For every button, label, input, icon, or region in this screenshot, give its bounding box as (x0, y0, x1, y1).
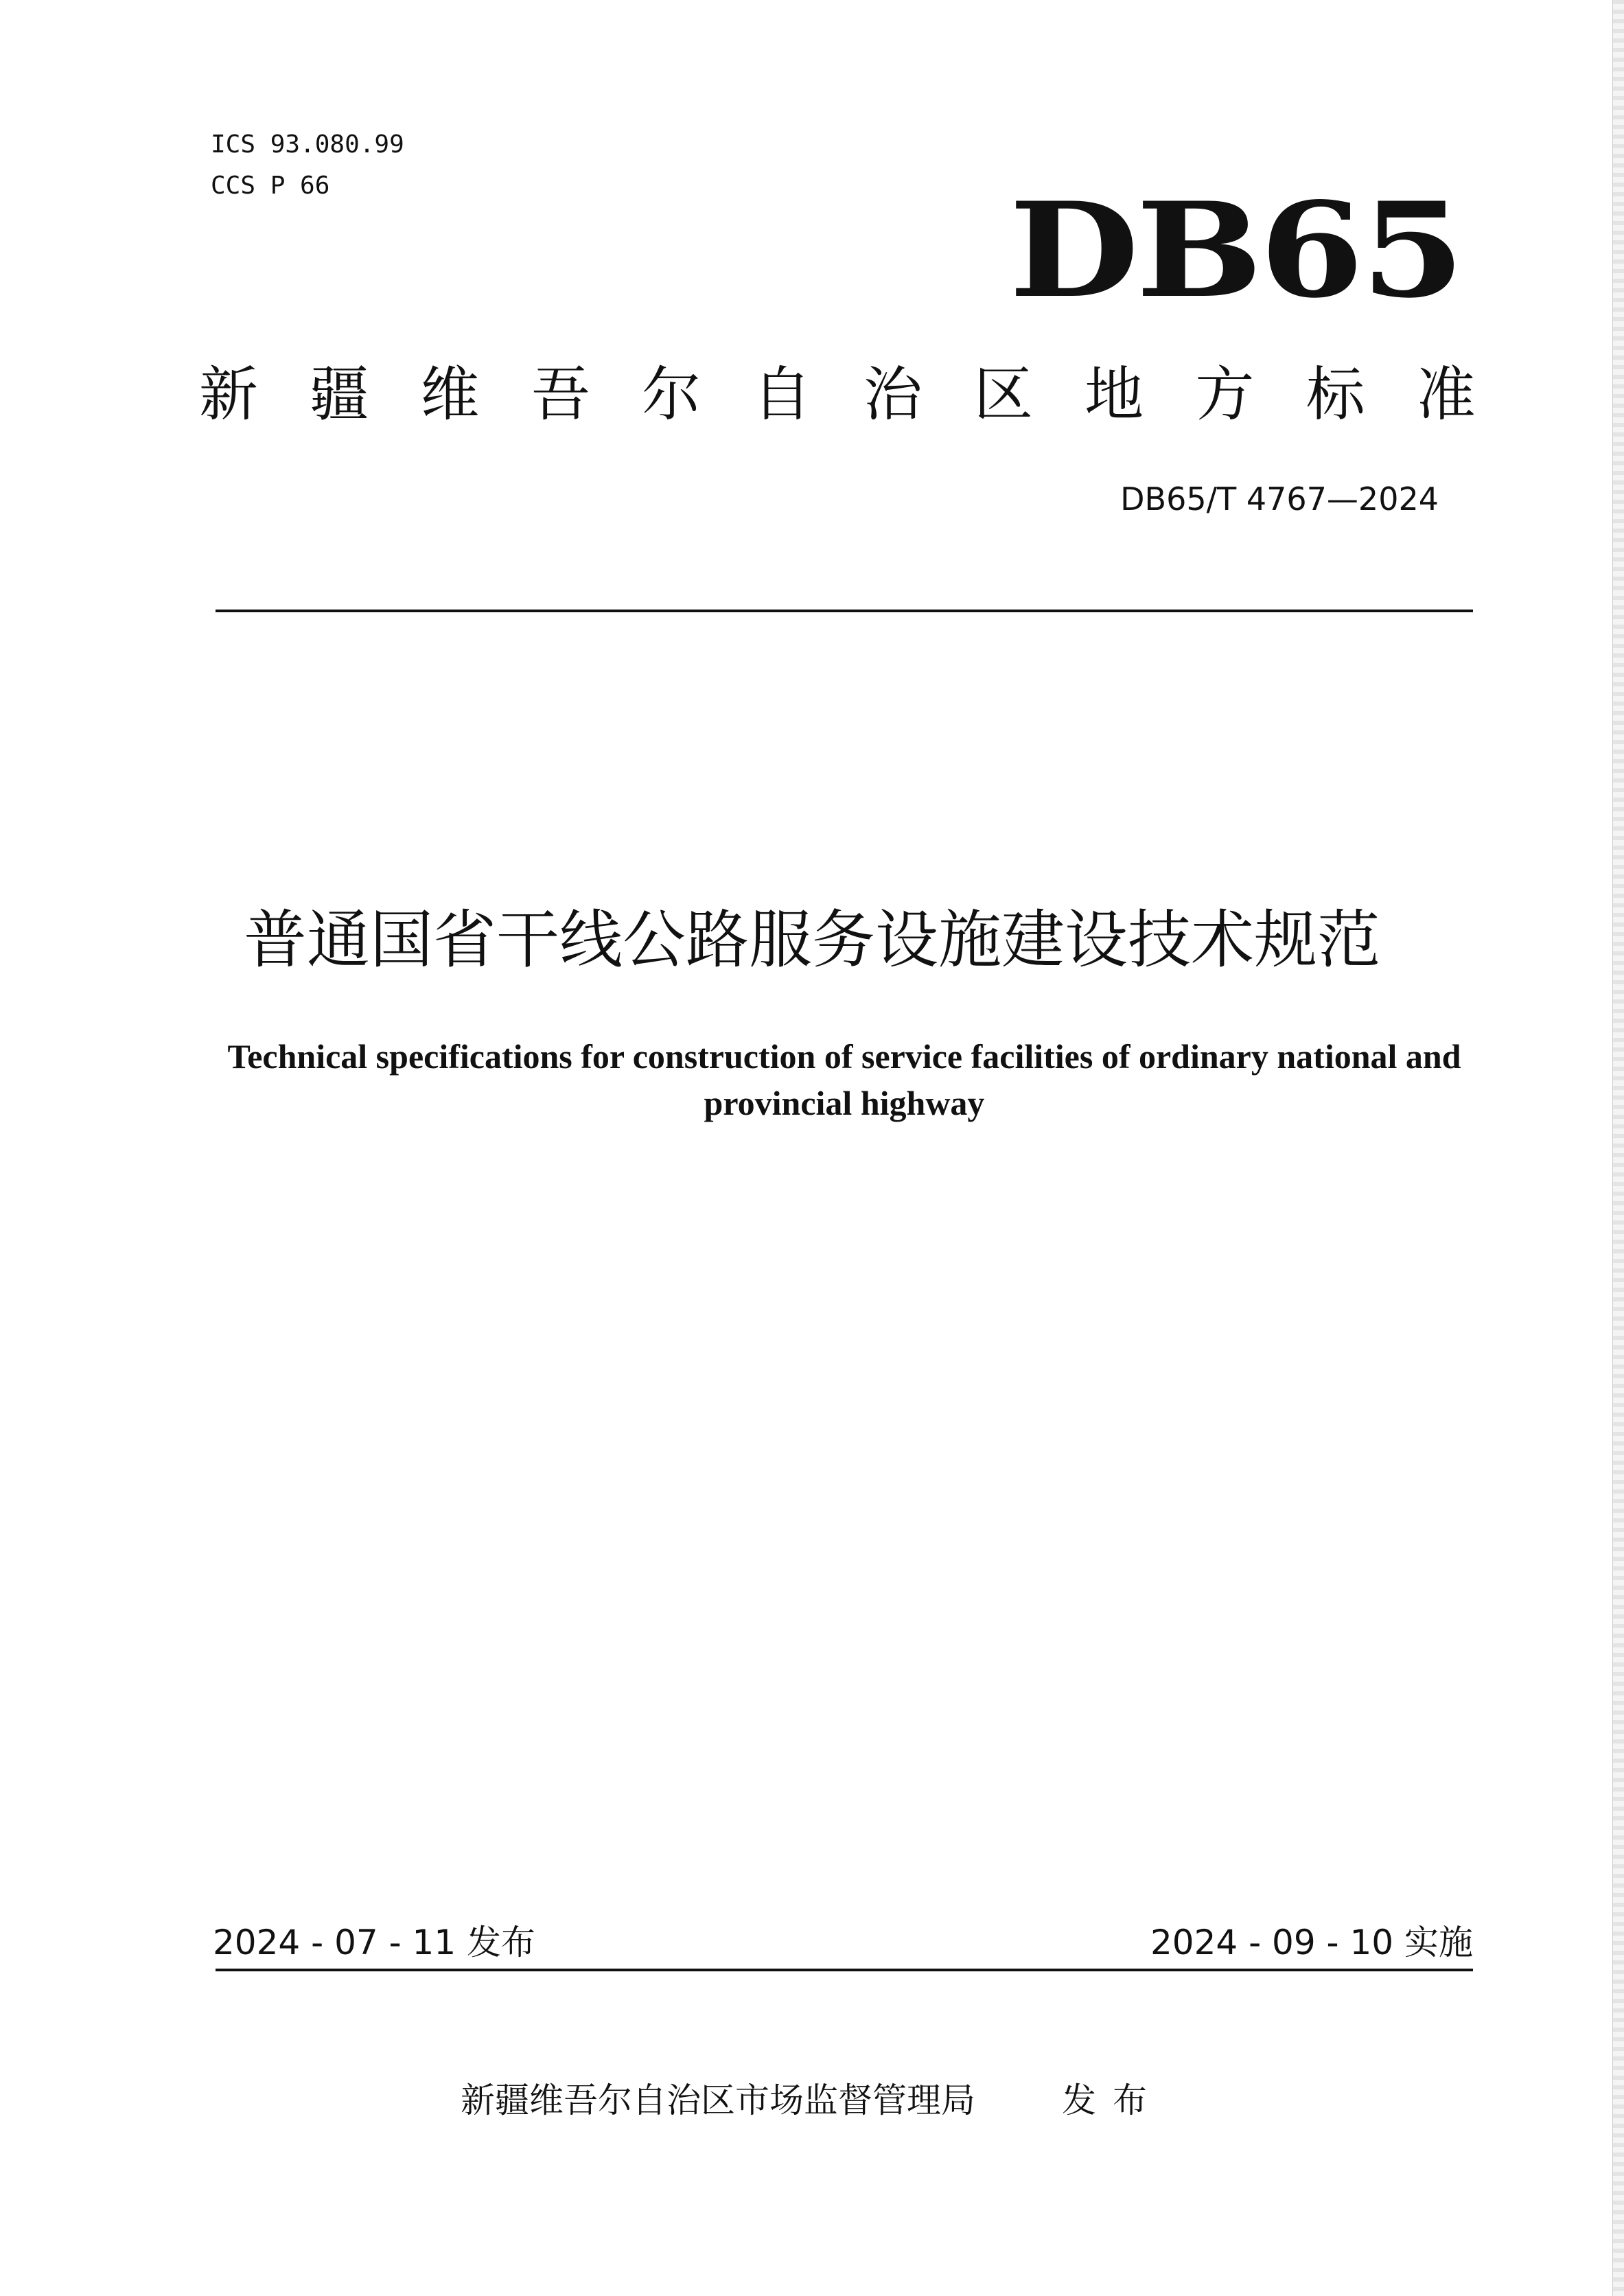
ics-code: ICS 93.080.99 (211, 130, 404, 159)
standard-kind-char: 疆 (310, 360, 369, 429)
db65-logo: DB65 (1009, 174, 1462, 327)
implementation-date: 2024 - 09 - 10 实施 (1150, 1923, 1473, 1962)
header-divider (216, 610, 1473, 612)
title-english: Technical specifications for construction of service facilities of ordinary national and provincial highway (227, 1037, 1461, 1122)
standard-kind-char: 新 (199, 360, 258, 429)
standard-kind-char: 标 (1306, 360, 1365, 429)
standard-kind-char: 尔 (642, 360, 701, 429)
standard-kind-char: 自 (752, 360, 812, 429)
publisher-line (0, 2073, 1624, 2122)
standard-kind-char: 维 (420, 360, 480, 429)
standard-kind-char: 地 (1084, 360, 1144, 429)
ccs-code: CCS P 66 (211, 172, 330, 200)
standard-kind-char: 准 (1416, 360, 1476, 429)
standard-number: DB65/T 4767—2024 (1120, 480, 1439, 518)
standard-kind-char: 方 (1195, 360, 1255, 429)
issue-date: 2024 - 07 - 11 发布 (213, 1923, 536, 1962)
standard-kind-char: 治 (863, 360, 923, 429)
standard-kind-heading (199, 357, 1476, 432)
title-chinese: 普通国省干线公路服务设施建设技术规范 (243, 903, 1380, 977)
scanned-page-edge (1612, 0, 1624, 2296)
publisher-name: 新疆维吾尔自治区市场监督管理局 (461, 2080, 976, 2120)
standard-kind-char: 吾 (531, 360, 590, 429)
footer-divider (216, 1969, 1473, 1971)
publish-word: 发布 (1061, 2080, 1163, 2120)
standard-kind-char: 区 (973, 360, 1033, 429)
